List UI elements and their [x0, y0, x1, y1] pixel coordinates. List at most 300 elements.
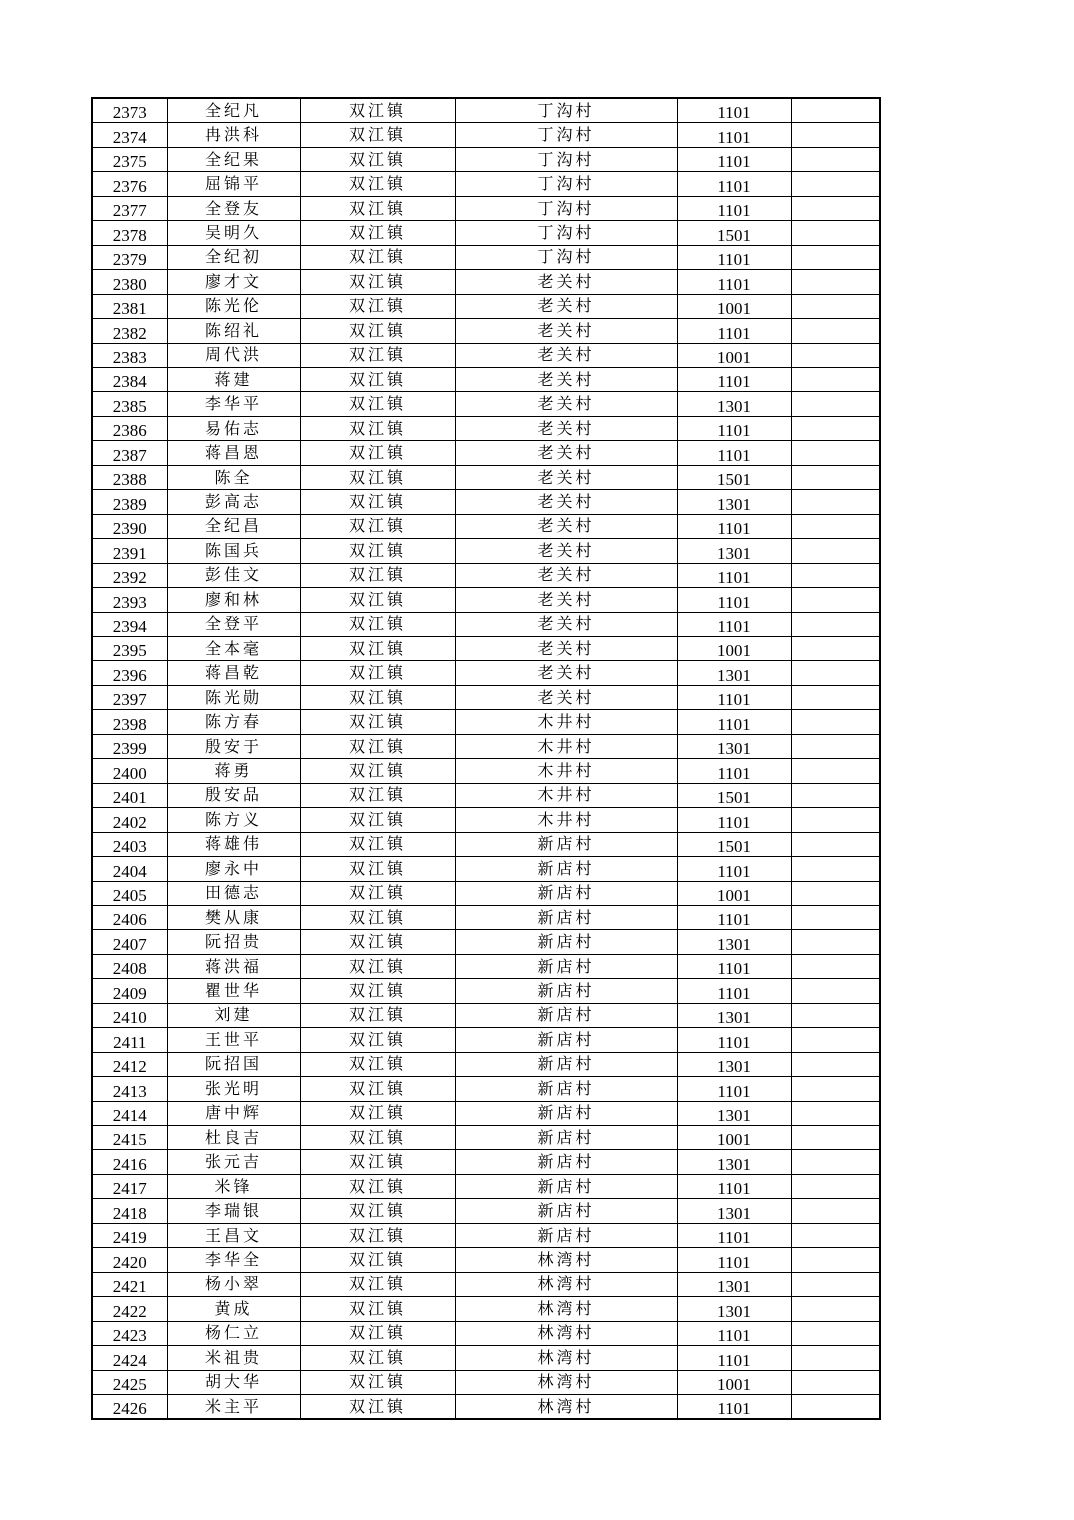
village-cell: 老关村: [455, 539, 677, 563]
town-cell: 双江镇: [300, 1395, 455, 1420]
name-cell: 冉洪科: [167, 123, 300, 147]
code-cell: 1101: [677, 563, 791, 587]
name-cell: 殷安品: [167, 783, 300, 807]
table-row: [92, 123, 880, 147]
remark-cell: [791, 563, 880, 587]
roster-table-body: [92, 98, 880, 1419]
name-cell: 蒋勇: [167, 759, 300, 783]
table-row: [92, 514, 880, 538]
serial-number-cell: 2378: [92, 221, 167, 245]
serial-number-cell: 2377: [92, 196, 167, 220]
serial-number-cell: 2401: [92, 783, 167, 807]
town-cell: 双江镇: [300, 881, 455, 905]
name-cell: 彭佳文: [167, 563, 300, 587]
serial-number-cell: 2403: [92, 832, 167, 856]
remark-cell: [791, 172, 880, 196]
village-cell: 新店村: [455, 1077, 677, 1101]
code-cell: 1101: [677, 1028, 791, 1052]
remark-cell: [791, 221, 880, 245]
name-cell: 蒋洪福: [167, 954, 300, 978]
table-row: [92, 1101, 880, 1125]
name-cell: 张光明: [167, 1077, 300, 1101]
table-row: [92, 319, 880, 343]
remark-cell: [791, 808, 880, 832]
town-cell: 双江镇: [300, 1223, 455, 1247]
village-cell: 木井村: [455, 734, 677, 758]
table-row: [92, 612, 880, 636]
village-cell: 新店村: [455, 979, 677, 1003]
town-cell: 双江镇: [300, 392, 455, 416]
serial-number-cell: 2394: [92, 612, 167, 636]
serial-number-cell: 2388: [92, 465, 167, 489]
table-row: [92, 1223, 880, 1247]
code-cell: 1301: [677, 1297, 791, 1321]
table-row: [92, 734, 880, 758]
village-cell: 老关村: [455, 367, 677, 391]
remark-cell: [791, 1077, 880, 1101]
village-cell: 新店村: [455, 832, 677, 856]
remark-cell: [791, 319, 880, 343]
table-row: [92, 1028, 880, 1052]
town-cell: 双江镇: [300, 710, 455, 734]
remark-cell: [791, 636, 880, 660]
town-cell: 双江镇: [300, 1028, 455, 1052]
name-cell: 杜良吉: [167, 1126, 300, 1150]
code-cell: 1101: [677, 905, 791, 929]
table-row: [92, 270, 880, 294]
town-cell: 双江镇: [300, 783, 455, 807]
name-cell: 米锋: [167, 1174, 300, 1198]
remark-cell: [791, 1126, 880, 1150]
serial-number-cell: 2404: [92, 857, 167, 881]
code-cell: 1301: [677, 392, 791, 416]
code-cell: 1101: [677, 270, 791, 294]
table-row: [92, 172, 880, 196]
name-cell: 廖和林: [167, 588, 300, 612]
town-cell: 双江镇: [300, 294, 455, 318]
town-cell: 双江镇: [300, 441, 455, 465]
village-cell: 老关村: [455, 490, 677, 514]
name-cell: 杨仁立: [167, 1321, 300, 1345]
code-cell: 1101: [677, 98, 791, 123]
village-cell: 丁沟村: [455, 172, 677, 196]
town-cell: 双江镇: [300, 1321, 455, 1345]
code-cell: 1301: [677, 490, 791, 514]
serial-number-cell: 2390: [92, 514, 167, 538]
village-cell: 新店村: [455, 1223, 677, 1247]
town-cell: 双江镇: [300, 979, 455, 1003]
serial-number-cell: 2392: [92, 563, 167, 587]
name-cell: 全纪凡: [167, 98, 300, 123]
remark-cell: [791, 392, 880, 416]
town-cell: 双江镇: [300, 661, 455, 685]
code-cell: 1501: [677, 221, 791, 245]
town-cell: 双江镇: [300, 416, 455, 440]
name-cell: 胡大华: [167, 1370, 300, 1394]
village-cell: 林湾村: [455, 1395, 677, 1420]
town-cell: 双江镇: [300, 685, 455, 709]
town-cell: 双江镇: [300, 245, 455, 269]
code-cell: 1101: [677, 416, 791, 440]
town-cell: 双江镇: [300, 759, 455, 783]
table-row: [92, 539, 880, 563]
name-cell: 陈方春: [167, 710, 300, 734]
serial-number-cell: 2425: [92, 1370, 167, 1394]
village-cell: 木井村: [455, 808, 677, 832]
remark-cell: [791, 245, 880, 269]
serial-number-cell: 2376: [92, 172, 167, 196]
village-cell: 新店村: [455, 1199, 677, 1223]
code-cell: 1101: [677, 1321, 791, 1345]
remark-cell: [791, 1346, 880, 1370]
village-cell: 老关村: [455, 441, 677, 465]
name-cell: 全纪果: [167, 147, 300, 171]
serial-number-cell: 2417: [92, 1174, 167, 1198]
village-cell: 新店村: [455, 1150, 677, 1174]
village-cell: 老关村: [455, 294, 677, 318]
remark-cell: [791, 123, 880, 147]
remark-cell: [791, 979, 880, 1003]
roster-table: [91, 97, 881, 1420]
table-row: [92, 343, 880, 367]
table-row: [92, 563, 880, 587]
serial-number-cell: 2374: [92, 123, 167, 147]
village-cell: 新店村: [455, 857, 677, 881]
village-cell: 丁沟村: [455, 196, 677, 220]
village-cell: 新店村: [455, 1028, 677, 1052]
remark-cell: [791, 612, 880, 636]
serial-number-cell: 2412: [92, 1052, 167, 1076]
serial-number-cell: 2408: [92, 954, 167, 978]
town-cell: 双江镇: [300, 367, 455, 391]
remark-cell: [791, 1248, 880, 1272]
name-cell: 屈锦平: [167, 172, 300, 196]
name-cell: 陈光伦: [167, 294, 300, 318]
village-cell: 新店村: [455, 1003, 677, 1027]
town-cell: 双江镇: [300, 1101, 455, 1125]
table-row: [92, 1174, 880, 1198]
village-cell: 老关村: [455, 661, 677, 685]
code-cell: 1101: [677, 319, 791, 343]
table-row: [92, 832, 880, 856]
table-row: [92, 1248, 880, 1272]
town-cell: 双江镇: [300, 1052, 455, 1076]
remark-cell: [791, 1297, 880, 1321]
name-cell: 全登友: [167, 196, 300, 220]
code-cell: 1101: [677, 759, 791, 783]
serial-number-cell: 2420: [92, 1248, 167, 1272]
serial-number-cell: 2414: [92, 1101, 167, 1125]
serial-number-cell: 2413: [92, 1077, 167, 1101]
table-row: [92, 881, 880, 905]
serial-number-cell: 2381: [92, 294, 167, 318]
serial-number-cell: 2419: [92, 1223, 167, 1247]
town-cell: 双江镇: [300, 954, 455, 978]
remark-cell: [791, 1028, 880, 1052]
town-cell: 双江镇: [300, 1297, 455, 1321]
remark-cell: [791, 465, 880, 489]
name-cell: 李华全: [167, 1248, 300, 1272]
table-row: [92, 416, 880, 440]
remark-cell: [791, 1199, 880, 1223]
table-row: [92, 685, 880, 709]
remark-cell: [791, 539, 880, 563]
village-cell: 林湾村: [455, 1346, 677, 1370]
table-row: [92, 1346, 880, 1370]
name-cell: 黄成: [167, 1297, 300, 1321]
serial-number-cell: 2402: [92, 808, 167, 832]
name-cell: 陈方义: [167, 808, 300, 832]
serial-number-cell: 2396: [92, 661, 167, 685]
code-cell: 1101: [677, 612, 791, 636]
village-cell: 丁沟村: [455, 221, 677, 245]
village-cell: 新店村: [455, 954, 677, 978]
code-cell: 1101: [677, 147, 791, 171]
remark-cell: [791, 881, 880, 905]
remark-cell: [791, 98, 880, 123]
town-cell: 双江镇: [300, 270, 455, 294]
code-cell: 1001: [677, 294, 791, 318]
town-cell: 双江镇: [300, 832, 455, 856]
village-cell: 木井村: [455, 783, 677, 807]
serial-number-cell: 2399: [92, 734, 167, 758]
town-cell: 双江镇: [300, 1346, 455, 1370]
remark-cell: [791, 1370, 880, 1394]
name-cell: 李瑞银: [167, 1199, 300, 1223]
remark-cell: [791, 930, 880, 954]
table-row: [92, 1003, 880, 1027]
code-cell: 1101: [677, 1223, 791, 1247]
name-cell: 田德志: [167, 881, 300, 905]
table-row: [92, 930, 880, 954]
serial-number-cell: 2379: [92, 245, 167, 269]
code-cell: 1501: [677, 783, 791, 807]
remark-cell: [791, 1174, 880, 1198]
code-cell: 1301: [677, 539, 791, 563]
remark-cell: [791, 832, 880, 856]
code-cell: 1101: [677, 245, 791, 269]
name-cell: 阮招国: [167, 1052, 300, 1076]
code-cell: 1501: [677, 832, 791, 856]
code-cell: 1101: [677, 954, 791, 978]
serial-number-cell: 2407: [92, 930, 167, 954]
code-cell: 1301: [677, 930, 791, 954]
serial-number-cell: 2406: [92, 905, 167, 929]
name-cell: 王昌文: [167, 1223, 300, 1247]
table-row: [92, 441, 880, 465]
serial-number-cell: 2422: [92, 1297, 167, 1321]
town-cell: 双江镇: [300, 343, 455, 367]
serial-number-cell: 2380: [92, 270, 167, 294]
serial-number-cell: 2409: [92, 979, 167, 1003]
town-cell: 双江镇: [300, 1003, 455, 1027]
village-cell: 林湾村: [455, 1272, 677, 1296]
table-row: [92, 1126, 880, 1150]
village-cell: 老关村: [455, 636, 677, 660]
table-row: [92, 857, 880, 881]
serial-number-cell: 2424: [92, 1346, 167, 1370]
serial-number-cell: 2387: [92, 441, 167, 465]
name-cell: 廖永中: [167, 857, 300, 881]
name-cell: 殷安于: [167, 734, 300, 758]
town-cell: 双江镇: [300, 1370, 455, 1394]
table-row: [92, 367, 880, 391]
remark-cell: [791, 1052, 880, 1076]
village-cell: 老关村: [455, 392, 677, 416]
code-cell: 1101: [677, 685, 791, 709]
remark-cell: [791, 514, 880, 538]
village-cell: 林湾村: [455, 1248, 677, 1272]
name-cell: 蒋昌乾: [167, 661, 300, 685]
serial-number-cell: 2375: [92, 147, 167, 171]
name-cell: 刘建: [167, 1003, 300, 1027]
name-cell: 樊从康: [167, 905, 300, 929]
name-cell: 全纪初: [167, 245, 300, 269]
town-cell: 双江镇: [300, 539, 455, 563]
remark-cell: [791, 685, 880, 709]
code-cell: 1501: [677, 465, 791, 489]
town-cell: 双江镇: [300, 465, 455, 489]
village-cell: 丁沟村: [455, 123, 677, 147]
name-cell: 蒋雄伟: [167, 832, 300, 856]
table-row: [92, 783, 880, 807]
code-cell: 1301: [677, 661, 791, 685]
serial-number-cell: 2391: [92, 539, 167, 563]
serial-number-cell: 2383: [92, 343, 167, 367]
town-cell: 双江镇: [300, 808, 455, 832]
name-cell: 唐中辉: [167, 1101, 300, 1125]
serial-number-cell: 2400: [92, 759, 167, 783]
remark-cell: [791, 588, 880, 612]
town-cell: 双江镇: [300, 1126, 455, 1150]
code-cell: 1101: [677, 1077, 791, 1101]
table-row: [92, 905, 880, 929]
village-cell: 丁沟村: [455, 98, 677, 123]
code-cell: 1101: [677, 979, 791, 1003]
table-row: [92, 1199, 880, 1223]
name-cell: 蒋昌恩: [167, 441, 300, 465]
village-cell: 木井村: [455, 710, 677, 734]
name-cell: 瞿世华: [167, 979, 300, 1003]
town-cell: 双江镇: [300, 1174, 455, 1198]
town-cell: 双江镇: [300, 196, 455, 220]
remark-cell: [791, 905, 880, 929]
village-cell: 老关村: [455, 612, 677, 636]
code-cell: 1001: [677, 1370, 791, 1394]
code-cell: 1101: [677, 367, 791, 391]
village-cell: 新店村: [455, 1052, 677, 1076]
code-cell: 1301: [677, 734, 791, 758]
remark-cell: [791, 1223, 880, 1247]
table-row: [92, 392, 880, 416]
code-cell: 1301: [677, 1199, 791, 1223]
name-cell: 阮招贵: [167, 930, 300, 954]
village-cell: 木井村: [455, 759, 677, 783]
code-cell: 1101: [677, 196, 791, 220]
remark-cell: [791, 196, 880, 220]
remark-cell: [791, 661, 880, 685]
serial-number-cell: 2397: [92, 685, 167, 709]
town-cell: 双江镇: [300, 1272, 455, 1296]
code-cell: 1001: [677, 1126, 791, 1150]
code-cell: 1101: [677, 1248, 791, 1272]
remark-cell: [791, 416, 880, 440]
remark-cell: [791, 783, 880, 807]
name-cell: 张元吉: [167, 1150, 300, 1174]
remark-cell: [791, 294, 880, 318]
town-cell: 双江镇: [300, 123, 455, 147]
village-cell: 新店村: [455, 930, 677, 954]
table-row: [92, 245, 880, 269]
code-cell: 1301: [677, 1101, 791, 1125]
table-row: [92, 588, 880, 612]
remark-cell: [791, 367, 880, 391]
town-cell: 双江镇: [300, 930, 455, 954]
village-cell: 新店村: [455, 1101, 677, 1125]
code-cell: 1101: [677, 588, 791, 612]
name-cell: 全纪昌: [167, 514, 300, 538]
table-row: [92, 147, 880, 171]
serial-number-cell: 2405: [92, 881, 167, 905]
serial-number-cell: 2411: [92, 1028, 167, 1052]
name-cell: 彭高志: [167, 490, 300, 514]
table-row: [92, 954, 880, 978]
remark-cell: [791, 490, 880, 514]
table-row: [92, 1395, 880, 1420]
code-cell: 1001: [677, 881, 791, 905]
village-cell: 老关村: [455, 270, 677, 294]
serial-number-cell: 2386: [92, 416, 167, 440]
table-row: [92, 808, 880, 832]
table-row: [92, 196, 880, 220]
remark-cell: [791, 441, 880, 465]
table-row: [92, 490, 880, 514]
town-cell: 双江镇: [300, 857, 455, 881]
table-row: [92, 1370, 880, 1394]
name-cell: 米祖贵: [167, 1346, 300, 1370]
table-row: [92, 1052, 880, 1076]
town-cell: 双江镇: [300, 1150, 455, 1174]
table-row: [92, 710, 880, 734]
village-cell: 新店村: [455, 881, 677, 905]
village-cell: 老关村: [455, 343, 677, 367]
name-cell: 易佑志: [167, 416, 300, 440]
serial-number-cell: 2418: [92, 1199, 167, 1223]
code-cell: 1101: [677, 710, 791, 734]
code-cell: 1301: [677, 1052, 791, 1076]
remark-cell: [791, 734, 880, 758]
code-cell: 1101: [677, 441, 791, 465]
table-row: [92, 1077, 880, 1101]
village-cell: 林湾村: [455, 1370, 677, 1394]
table-row: [92, 98, 880, 123]
table-row: [92, 1150, 880, 1174]
remark-cell: [791, 857, 880, 881]
remark-cell: [791, 1395, 880, 1420]
remark-cell: [791, 1003, 880, 1027]
town-cell: 双江镇: [300, 612, 455, 636]
name-cell: 吴明久: [167, 221, 300, 245]
name-cell: 杨小翠: [167, 1272, 300, 1296]
remark-cell: [791, 270, 880, 294]
town-cell: 双江镇: [300, 734, 455, 758]
town-cell: 双江镇: [300, 319, 455, 343]
village-cell: 丁沟村: [455, 245, 677, 269]
village-cell: 老关村: [455, 685, 677, 709]
town-cell: 双江镇: [300, 514, 455, 538]
name-cell: 米主平: [167, 1395, 300, 1420]
code-cell: 1101: [677, 1174, 791, 1198]
